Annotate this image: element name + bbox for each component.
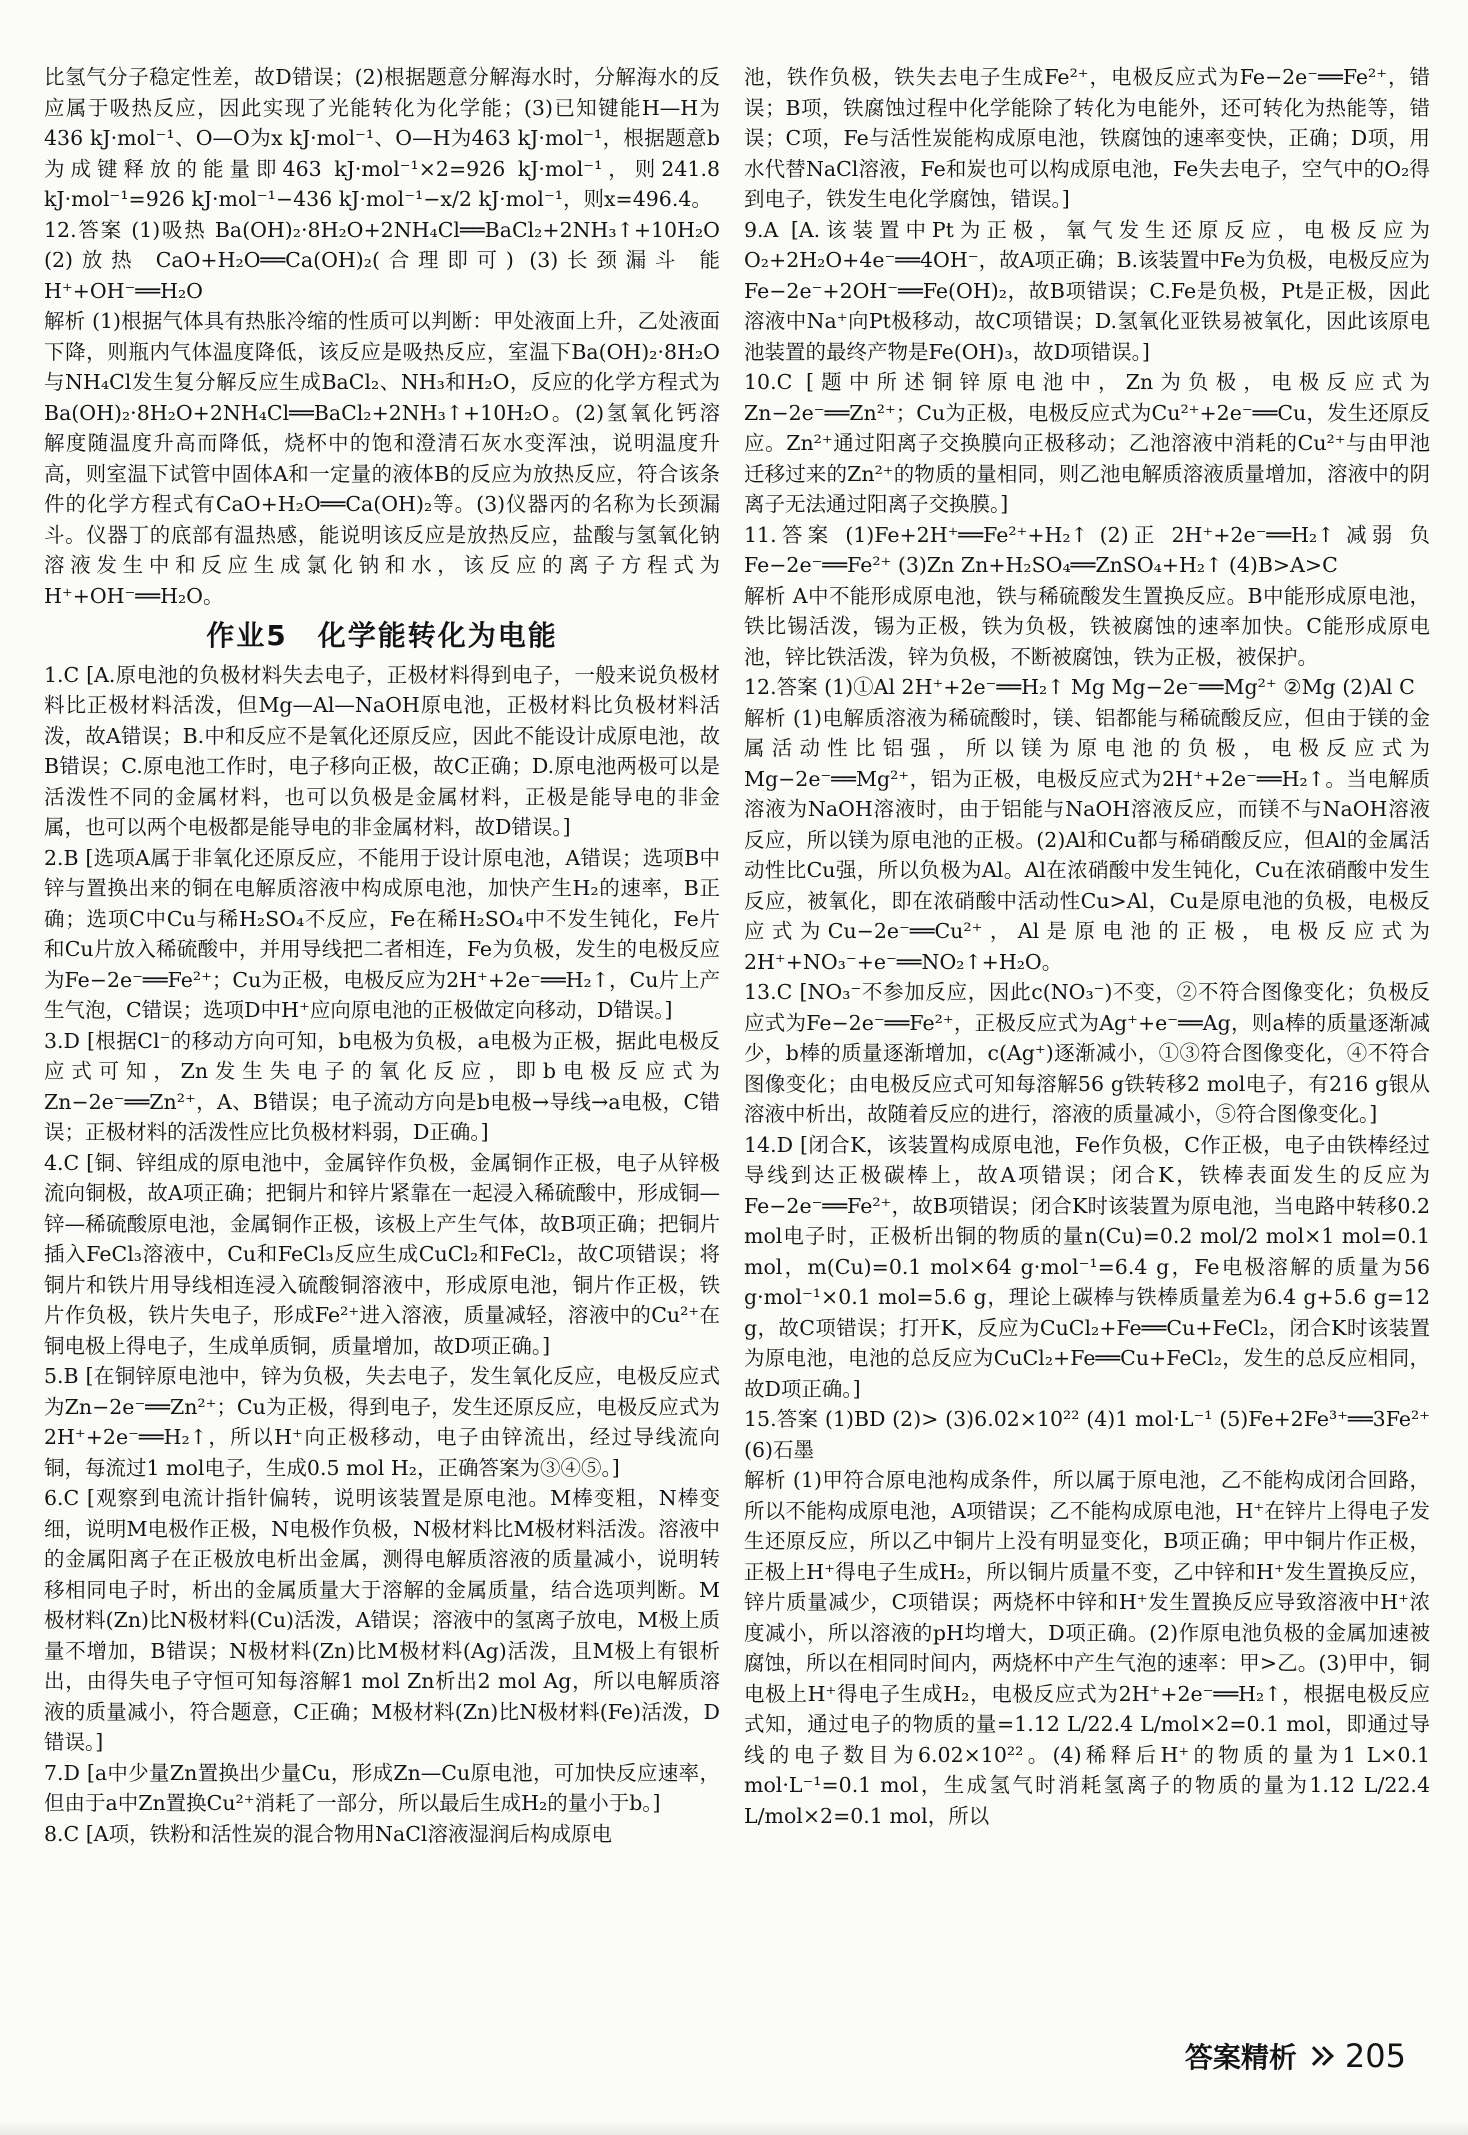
page-number: 205 bbox=[1344, 2037, 1406, 2075]
paragraph: 解析 (1)根据气体具有热胀冷缩的性质可以判断：甲处液面上升，乙处液面下降，则瓶内气体温度降低，该反应是吸热反应，室温下Ba(OH)₂·8H₂O与NH₄Cl发生复分解反应生成BaCl₂、NH₃和H₂O，反应的化学方程式为Ba(OH)₂·8H₂O+2NH₄Cl══BaCl₂+2NH₃↑+10H₂O。(2)氢氧化钙溶解度随温度升高而降低，烧杯中的饱和澄清石灰水变浑浊，说明温度升高，则室温下试管中固体A和一定量的液体B的反应为放热反应，符合该条件的化学方程式有CaO+H₂O══Ca(OH)₂等。(3)仪器丙的名称为长颈漏斗。仪器丁的底部有温热感，能说明该反应是放热反应，盐酸与氢氧化钠溶液发生中和反应生成氯化钠和水，该反应的离子方程式为H⁺+OH⁻══H₂O。 bbox=[44, 309, 720, 608]
section-title: 作业5 化学能转化为电能 bbox=[206, 619, 558, 652]
answer-item: 解析 A中不能形成原电池，铁与稀硫酸发生置换反应。B中能形成原电池，铁比锡活泼，锡为正极，铁为负极，铁被腐蚀的速率加快。C能形成原电池，锌比铁活泼，锌为负极，不断被腐蚀，铁为正极，被保护。 bbox=[744, 583, 1430, 669]
scan-edge bbox=[0, 2121, 1468, 2135]
answer-item: 解析 (1)电解质溶液为稀硫酸时，镁、铝都能与稀硫酸反应，但由于镁的金属活动性比铝强，所以镁为原电池的负极，电极反应式为Mg−2e⁻══Mg²⁺，铝为正极，电极反应式为2H⁺+2e⁻══H₂↑。当电解质溶液为NaOH溶液时，由于铝能与NaOH溶液反应，而镁不与NaOH溶液反应，所以镁为原电池的正极。(2)Al和Cu都与稀硝酸反应，但Al的金属活动性比Cu强，所以负极为Al。Al在浓硝酸中发生钝化，Cu在浓硝酸中发生反应，被氧化，即在浓硝酸中活动性Cu>Al，Cu是原电池的负极，电极反应式为Cu−2e⁻══Cu²⁺，Al是原电池的正极，电极反应式为2H⁺+NO₃⁻+e⁻══NO₂↑+H₂O。 bbox=[744, 705, 1430, 974]
answer-item: 12.答案 (1)①Al 2H⁺+2e⁻══H₂↑ Mg Mg−2e⁻══Mg²⁺ ②Mg (2)Al C bbox=[744, 675, 1415, 699]
paragraph: 比氢气分子稳定性差，故D错误；(2)根据题意分解海水时，分解海水的反应属于吸热反应，因此实现了光能转化为化学能；(3)已知键能H—H为436 kJ·mol⁻¹、O—O为x kJ·mol⁻¹、O—H为463 kJ·mol⁻¹，根据题意b为成键释放的能量即463 kJ·mol⁻¹×2=926 kJ·mol⁻¹，则241.8 kJ·mol⁻¹=926 kJ·mol⁻¹−436 kJ·mol⁻¹−x/2 kJ·mol⁻¹，则x=496.4。 bbox=[44, 65, 720, 211]
answer-item: 13.C [NO₃⁻不参加反应，因此c(NO₃⁻)不变，②不符合图像变化；负极反应式为Fe−2e⁻══Fe²⁺，正极反应式为Ag⁺+e⁻══Ag，则a棒的质量逐渐减少，b棒的质量逐渐增加，c(Ag⁺)逐渐减小，①③符合图像变化，④不符合图像变化；由电极反应式可知每溶解56 g铁转移2 mol电子，有216 g银从溶液中析出，故随着反应的进行，溶液的质量减小，⑤符合图像变化。] bbox=[744, 980, 1430, 1126]
answer-item: 3.D [根据Cl⁻的移动方向可知，b电极为负极，a电极为正极，据此电极反应式可知，Zn发生失电子的氧化反应，即b电极反应式为Zn−2e⁻══Zn²⁺，A、B错误；电子流动方向是b电极→导线→a电极，C错误；正极材料的活泼性应比负极材料弱，D正确。] bbox=[44, 1028, 720, 1144]
answer-item: 14.D [闭合K，该装置构成原电池，Fe作负极，C作正极，电子由铁棒经过导线到达正极碳棒上，故A项错误；闭合K，铁棒表面发生的反应为Fe−2e⁻══Fe²⁺，故B项错误；闭合K时该装置为原电池，当电路中转移0.2 mol电子时，正极析出铜的物质的量n(Cu)=0.2 mol/2 mol×1 mol=0.1 mol，m(Cu)=0.1 mol×64 g·mol⁻¹=6.4 g，Fe电极溶解的质量为56 g·mol⁻¹×0.1 mol=5.6 g，理论上碳棒与铁棒质量差为6.4 g+5.6 g=12 g，故C项错误；打开K，反应为CuCl₂+Fe══Cu+FeCl₂，闭合K时该装置为原电池，电池的总反应为CuCl₂+Fe══Cu+FeCl₂，发生的总反应相同，故D项正确。] bbox=[744, 1132, 1430, 1401]
answer-item: 解析 (1)甲符合原电池构成条件，所以属于原电池，乙不能构成闭合回路，所以不能构成原电池，A项错误；乙不能构成原电池，H⁺在锌片上得电子发生还原反应，所以乙中铜片上没有明显变化，B项正确；甲中铜片作正极，正极上H⁺得电子生成H₂，所以铜片质量不变，乙中锌和H⁺发生置换反应，锌片质量减少，C项错误；两烧杯中锌和H⁺发生置换反应导致溶液中H⁺浓度减小，所以溶液的pH均增大，D项正确。(2)作原电池负极的金属加速被腐蚀，所以在相同时间内，两烧杯中产生气泡的速率：甲>乙。(3)甲中，铜电极上H⁺得电子生成H₂，电极反应式为2H⁺+2e⁻══H₂↑，根据电极反应式知，通过电子的物质的量=1.12 L/22.4 L/mol×2=0.1 mol，即通过导线的电子数目为6.02×10²²。(4)稀释后H⁺的物质的量为1 L×0.1 mol·L⁻¹=0.1 mol，生成氢气时消耗氢离子的物质的量为1.12 L/22.4 L/mol×2=0.1 mol，所以 bbox=[744, 1468, 1430, 1828]
answer-item: 1.C [A.原电池的负极材料失去电子，正极材料得到电子，一般来说负极材料比正极材料活泼，但Mg—Al—NaOH原电池，正极材料比负极材料活泼，故A错误；B.中和反应不是氧化还原反应，因此不能设计成原电池，故B错误；C.原电池工作时，电子移向正极，故C正确；D.原电池两极可以是活泼性不同的金属材料，也可以负极是金属材料，正极是能导电的非金属，也可以两个电极都是能导电的非金属材料，故D错误。] bbox=[44, 662, 720, 839]
answer-item: 4.C [铜、锌组成的原电池中，金属锌作负极，金属铜作正极，电子从锌极流向铜极，故A项正确；把铜片和锌片紧靠在一起浸入稀硫酸中，形成铜—锌—稀硫酸原电池，金属铜作正极，该极上产生气体，故B项正确；把铜片插入FeCl₃溶液中，Cu和FeCl₃反应生成CuCl₂和FeCl₂，故C项错误；将铜片和铁片用导线相连浸入硫酸铜溶液中，形成原电池，铜片作正极，铁片作负极，铁片失电子，形成Fe²⁺进入溶液，质量减轻，溶液中的Cu²⁺在铜电极上得电子，生成单质铜，质量增加，故D项正确。] bbox=[44, 1150, 720, 1358]
answer-item: 2.B [选项A属于非氧化还原反应，不能用于设计原电池，A错误；选项B中锌与置换出来的铜在电解质溶液中构成原电池，加快产生H₂的速率，B正确；选项C中Cu与稀H₂SO₄不反应，Fe在稀H₂SO₄中不发生钝化，Fe片和Cu片放入稀硫酸中，并用导线把二者相连，Fe为负极，发生的电极反应为Fe−2e⁻══Fe²⁺；Cu为正极，电极反应为2H⁺+2e⁻══H₂↑，Cu片上产生气泡，C错误；选项D中H⁺应向原电池的正极做定向移动，D错误。] bbox=[44, 845, 720, 1022]
page-footer bbox=[1185, 2036, 1406, 2076]
answer-item: 池，铁作负极，铁失去电子生成Fe²⁺，电极反应式为Fe−2e⁻══Fe²⁺，错误；B项，铁腐蚀过程中化学能除了转化为电能外，还可转化为热能等，错误；C项，Fe与活性炭能构成原电池，铁腐蚀的速率变快，正确；D项，用水代替NaCl溶液，Fe和炭也可以构成原电池，Fe失去电子，空气中的O₂得到电子，铁发生电化学腐蚀，错误。] bbox=[744, 65, 1430, 211]
answer-item: 11.答案 (1)Fe+2H⁺══Fe²⁺+H₂↑ (2)正 2H⁺+2e⁻══H₂↑ 减弱 负 Fe−2e⁻══Fe²⁺ (3)Zn Zn+H₂SO₄══ZnSO₄+H₂↑ (4)B>A>C bbox=[744, 522, 1430, 577]
answer-item: 5.B [在铜锌原电池中，锌为负极，失去电子，发生氧化反应，电极反应式为Zn−2e⁻══Zn²⁺；Cu为正极，得到电子，发生还原反应，电极反应式为2H⁺+2e⁻══H₂↑，所以H⁺向正极移动，电子由锌流出，经过导线流向铜，每流过1 mol电子，生成0.5 mol H₂，正确答案为③④⑤。] bbox=[44, 1364, 720, 1480]
right-column bbox=[744, 62, 1430, 1831]
answer-item: 8.C [A项，铁粉和活性炭的混合物用NaCl溶液湿润后构成原电 bbox=[44, 1821, 612, 1846]
double-chevron-right-icon bbox=[1307, 2046, 1335, 2066]
answer-item: 6.C [观察到电流计指针偏转，说明该装置是原电池。M棒变粗，N棒变细，说明M电极作正极，N电极作负极，N极材料比M极材料活泼。溶液中的金属阳离子在正极放电析出金属，测得电解质溶液的质量减小，说明转移相同电子时，析出的金属质量大于溶解的金属质量，结合选项判断。M极材料(Zn)比N极材料(Cu)活泼，A错误；溶液中的氢离子放电，M极上质量不增加，B错误；N极材料(Zn)比M极材料(Ag)活泼，且M极上有银析出，由得失电子守恒可知每溶解1 mol Zn析出2 mol Ag，所以电解质溶液的质量减小，符合题意，C正确；M极材料(Zn)比N极材料(Fe)活泼，D错误。] bbox=[44, 1486, 720, 1754]
answer-item: 15.答案 (1)BD (2)> (3)6.02×10²² (4)1 mol·L⁻¹ (5)Fe+2Fe³⁺══3Fe²⁺ (6)石墨 bbox=[744, 1407, 1430, 1462]
answer-item: 9.A [A.该装置中Pt为正极，氧气发生还原反应，电极反应为O₂+2H₂O+4e⁻══4OH⁻，故A项正确；B.该装置中Fe为负极，电极反应为Fe−2e⁻+2OH⁻══Fe(OH)₂，故B项错误；C.Fe是负极，Pt是正极，因此溶液中Na⁺向Pt极移动，故C项错误；D.氢氧化亚铁易被氧化，因此该原电池装置的最终产物是Fe(OH)₃，故D项错误。] bbox=[744, 217, 1430, 364]
answer-item: 7.D [a中少量Zn置换出少量Cu，形成Zn—Cu原电池，可加快反应速率，但由于a中Zn置换Cu²⁺消耗了一部分，所以最后生成H₂的量小于b。] bbox=[44, 1760, 720, 1815]
paragraph: 12.答案 (1)吸热 Ba(OH)₂·8H₂O+2NH₄Cl══BaCl₂+2NH₃↑+10H₂O (2)放热 CaO+H₂O══Ca(OH)₂(合理即可) (3)长颈漏斗 能 H⁺+OH⁻══H₂O bbox=[44, 217, 720, 303]
footer-label: 答案精析 bbox=[1184, 2041, 1297, 2074]
answer-item: 10.C [题中所述铜锌原电池中，Zn为负极，电极反应式为Zn−2e⁻══Zn²⁺；Cu为正极，电极反应式为Cu²⁺+2e⁻══Cu，发生还原反应。Zn²⁺通过阳离子交换膜向正极移动；乙池溶液中消耗的Cu²⁺与由甲池迁移过来的Zn²⁺的物质的量相同，则乙池电解质溶液质量增加，溶液中的阴离子无法通过阳离子交换膜。] bbox=[744, 370, 1430, 516]
left-column bbox=[44, 62, 720, 1849]
